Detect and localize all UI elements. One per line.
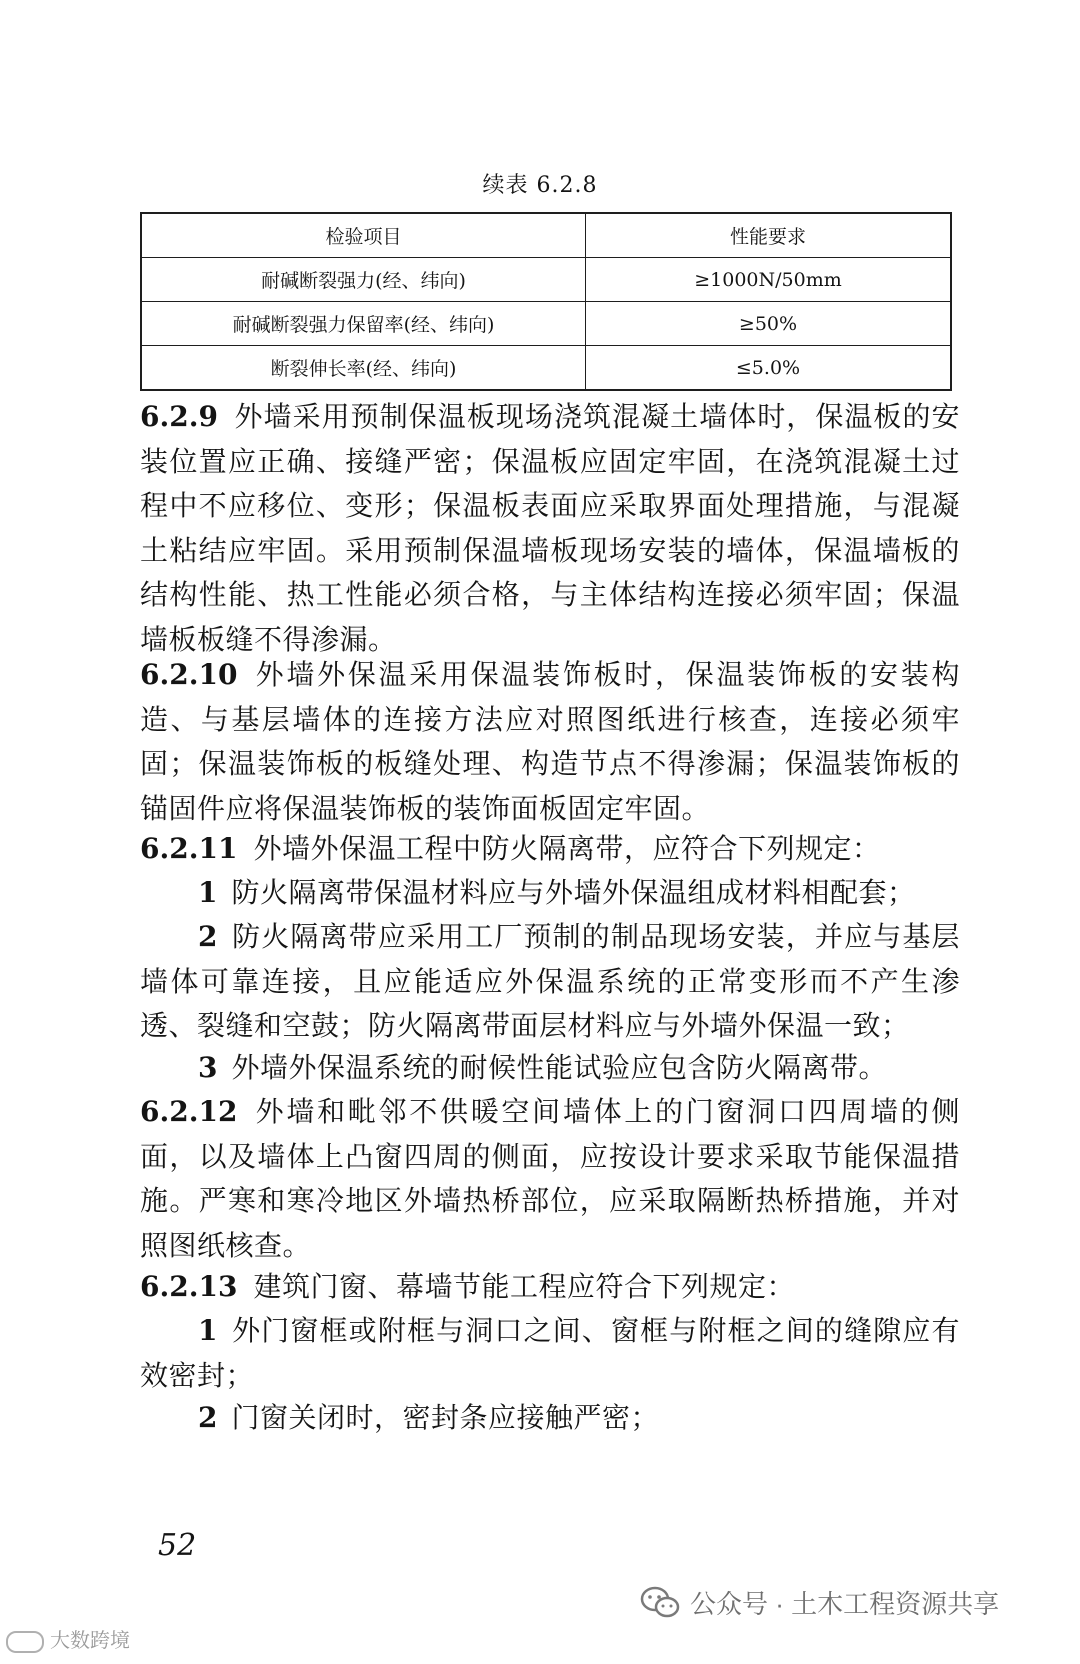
clause-number: 6.2.10 bbox=[140, 658, 238, 691]
table-cell: ≥1000N/50mm bbox=[586, 258, 952, 302]
item-number: 1 bbox=[198, 876, 218, 909]
clause-6-2-10 bbox=[140, 653, 960, 831]
item-text: 外门窗框或附框与洞口之间、窗框与附框之间的缝隙应有效密封； bbox=[140, 1314, 960, 1392]
item-number: 3 bbox=[198, 1051, 218, 1084]
clause-6-2-11 bbox=[140, 827, 960, 872]
table-header-cell: 检验项目 bbox=[141, 213, 586, 258]
item-number: 2 bbox=[198, 920, 218, 953]
table-header-row bbox=[141, 213, 951, 258]
clause-number: 6.2.9 bbox=[140, 400, 218, 433]
clause-6-2-12 bbox=[140, 1090, 960, 1268]
table-row bbox=[141, 346, 951, 391]
item-text: 防火隔离带保温材料应与外墙外保温组成材料相配套； bbox=[231, 876, 916, 909]
table-cell: ≥50% bbox=[586, 302, 952, 346]
table-header-cell: 性能要求 bbox=[586, 213, 952, 258]
brand-logo-icon bbox=[6, 1631, 44, 1653]
item-text: 防火隔离带应采用工厂预制的制品现场安装，并应与基层墙体可靠连接，且应能适应外保温系统的正常变形而不产生渗透、裂缝和空鼓；防火隔离带面层材料应与外墙外保温一致； bbox=[140, 920, 960, 1042]
table-row bbox=[141, 258, 951, 302]
clause-text: 建筑门窗、幕墙节能工程应符合下列规定： bbox=[253, 1270, 795, 1303]
table-cell: ≤5.0% bbox=[586, 346, 952, 391]
clause-6-2-11-item-1 bbox=[140, 871, 960, 916]
table-cell: 断裂伸长率(经、纬向) bbox=[141, 346, 586, 391]
watermark-right-text: 公众号 · 土木工程资源共享 bbox=[690, 1589, 1000, 1619]
clause-6-2-11-item-3 bbox=[140, 1046, 960, 1091]
clause-6-2-13-item-1 bbox=[140, 1309, 960, 1398]
clause-6-2-11-item-2 bbox=[140, 915, 960, 1049]
page-number: 52 bbox=[158, 1528, 197, 1563]
watermark-left-text: 大数跨境 bbox=[50, 1630, 130, 1652]
item-text: 门窗关闭时，密封条应接触严密； bbox=[231, 1401, 659, 1434]
clause-text: 外墙外保温工程中防火隔离带，应符合下列规定： bbox=[253, 832, 881, 865]
table-cell: 耐碱断裂强力保留率(经、纬向) bbox=[141, 302, 586, 346]
wechat-icon bbox=[640, 1586, 680, 1620]
clause-number: 6.2.13 bbox=[140, 1270, 238, 1303]
item-number: 1 bbox=[198, 1314, 218, 1347]
item-number: 2 bbox=[198, 1401, 218, 1434]
item-text: 外墙外保温系统的耐候性能试验应包含防火隔离带。 bbox=[231, 1051, 887, 1084]
watermark-right bbox=[640, 1584, 999, 1621]
clause-text: 外墙采用预制保温板现场浇筑混凝土墙体时，保温板的安装位置应正确、接缝严密；保温板应固定牢固，在浇筑混凝土过程中不应移位、变形；保温板表面应采取界面处理措施，与混凝土粘结应牢固。采用预制保温墙板现场安装的墙体，保温墙板的结构性能、热工性能必须合格，与主体结构连接必须牢固；保温墙板板缝不得渗漏。 bbox=[140, 400, 960, 656]
clause-number: 6.2.12 bbox=[140, 1095, 238, 1128]
clause-text: 外墙外保温采用保温装饰板时，保温装饰板的安装构造、与基层墙体的连接方法应对照图纸进行核查，连接必须牢固；保温装饰板的板缝处理、构造节点不得渗漏；保温装饰板的锚固件应将保温装饰板的装饰面板固定牢固。 bbox=[140, 658, 960, 825]
table-row bbox=[141, 302, 951, 346]
clause-6-2-13 bbox=[140, 1265, 960, 1310]
clause-text: 外墙和毗邻不供暖空间墙体上的门窗洞口四周墙的侧面，以及墙体上凸窗四周的侧面，应按设计要求采取节能保温措施。严寒和寒冷地区外墙热桥部位，应采取隔断热桥措施，并对照图纸核查。 bbox=[140, 1095, 960, 1262]
table-cell: 耐碱断裂强力(经、纬向) bbox=[141, 258, 586, 302]
clause-6-2-13-item-2 bbox=[140, 1396, 960, 1441]
watermark-left bbox=[6, 1624, 130, 1653]
spec-table bbox=[140, 212, 952, 391]
clause-number: 6.2.11 bbox=[140, 832, 238, 865]
clause-6-2-9 bbox=[140, 395, 960, 662]
table-caption: 续表 6.2.8 bbox=[482, 173, 598, 198]
